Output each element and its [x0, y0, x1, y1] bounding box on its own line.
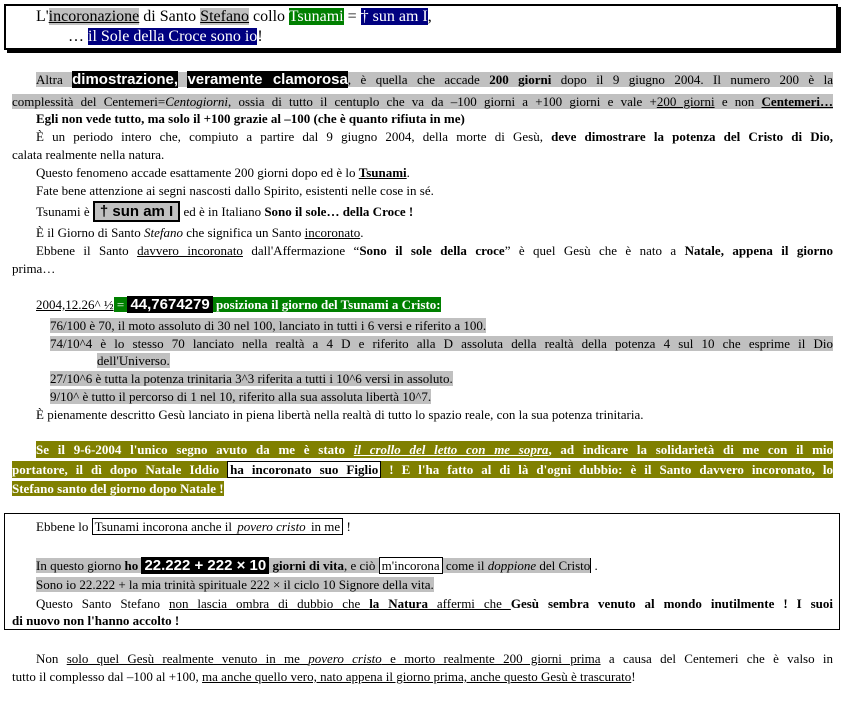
sun-am-i-box: † sun am I — [93, 201, 180, 222]
olive-line-3: Stefano santo del giorno dopo Natale ! — [12, 481, 224, 496]
p1-line-4: È un periodo intero che, compiuto a partire dal 9 giugno 2004, della morte di Gesù, deve dimostrare la potenza del Cristo di Dio, — [36, 129, 833, 144]
calc-item-3: 27/10^6 è tutta la potenza trinitaria 3^3 riferita a tutti i 10^6 versi in assoluto. — [50, 371, 453, 386]
calc-item-1: 76/100 è 70, il moto assoluto di 30 nel 100, lanciato in tutti i 6 versi e riferito a 100. — [50, 318, 487, 333]
olive-line-1: Se il 9-6-2004 l'unico segno avuto da me è stato il crollo del letto con me sopra, ad indicare la solidarietà di me con il mio — [36, 442, 834, 457]
p1-line-5: calata realmente nella natura. — [12, 147, 165, 162]
calc-heading: 2004,12.26^ ½ = 44,7674279 posiziona il giorno del Tsunami a Cristo: — [36, 296, 441, 313]
box-line-1: Ebbene lo Tsunami incorona anche il povero cristo in me ! — [36, 519, 351, 534]
box-line-5: di nuovo non l'hanno accolto ! — [12, 613, 180, 628]
p1-line-2: complessità del Centemeri=Centogiorni, ossia di tutto il centuplo che va da –100 giorni a +100 giorni e vale +200 giorni e non Centemeri… — [12, 94, 833, 109]
closing-line-1: Non solo quel Gesù realmente venuto in me povero cristo e morto realmente 200 giorni prima a causa del Centemeri che è valso in — [36, 651, 834, 666]
closing-line-2: tutto il complesso dal –100 al +100, ma anche quello vero, nato appena il giorno prima, anche questo Gesù è trascurato! — [12, 669, 636, 684]
box-line-2: In questo giorno ho 22.222 + 222 × 10 giorni di vita, e ciò m'incorona come il doppione del Cristo . — [36, 557, 598, 574]
box-line-4: Questo Santo Stefano non lascia ombra di dubbio che la Natura affermi che Gesù sembra venuto al mondo inutilmente ! I suoi — [36, 596, 833, 611]
p1-line-1: Altra dimostrazione, veramente clamorosa, è quella che accade 200 giorni dopo il 9 giugno 2004. Il numero 200 è la — [36, 71, 834, 88]
calc-item-4: 9/10^ è tutto il percorso di 1 nel 10, riferito alla sua assoluta libertà 10^7. — [50, 389, 432, 404]
p1-line-11: prima… — [12, 261, 56, 276]
p1-line-9: È il Giorno di Santo Stefano che significa un Santo incoronato. — [36, 225, 364, 240]
calc-item-2-cont: dell'Universo. — [97, 353, 170, 368]
p1-line-7: Fate bene attenzione ai segni nascosti dallo Spirito, esistenti nelle cose in sé. — [36, 183, 434, 198]
calc-summary: È pienamente descritto Gesù lanciato in piena libertà nella realtà di tutto lo spazio reale, con la sua potenza trinitaria. — [36, 407, 644, 422]
p1-line-8: Tsunami è † sun am I ed è in Italiano Sono il sole… della Croce ! — [36, 203, 414, 220]
p1-line-3: Egli non vede tutto, ma solo il +100 grazie al –100 (che è quanto rifiuta in me) — [36, 111, 465, 126]
box-line-3: Sono io 22.222 + la mia trinità spirituale 222 × il ciclo 10 Signore della vita. — [36, 577, 434, 592]
p1-line-6: Questo fenomeno accade esattamente 200 giorni dopo ed è lo Tsunami. — [36, 165, 410, 180]
calc-item-2: 74/10^4 è lo stesso 70 lanciato nella realtà a 4 D e riferito alla D assoluta della realtà della potenza 4 sul 10 che esprime il Dio — [50, 336, 833, 351]
title-line-2: … il Sole della Croce sono io! — [68, 28, 263, 45]
p1-line-10: Ebbene il Santo davvero incoronato dall'Affermazione “Sono il sole della croce” è quel Gesù che è nato a Natale, appena il giorno — [36, 243, 833, 258]
title-line-1: L'incoronazione di Santo Stefano collo Tsunami = † sun am I, — [36, 8, 432, 25]
olive-line-2: portatore, il dì dopo Natale Iddio ha incoronato suo Figlio ! E l'ha fatto al di là d'ogni dubbio: è il Santo davvero incoronato, lo — [12, 462, 834, 477]
